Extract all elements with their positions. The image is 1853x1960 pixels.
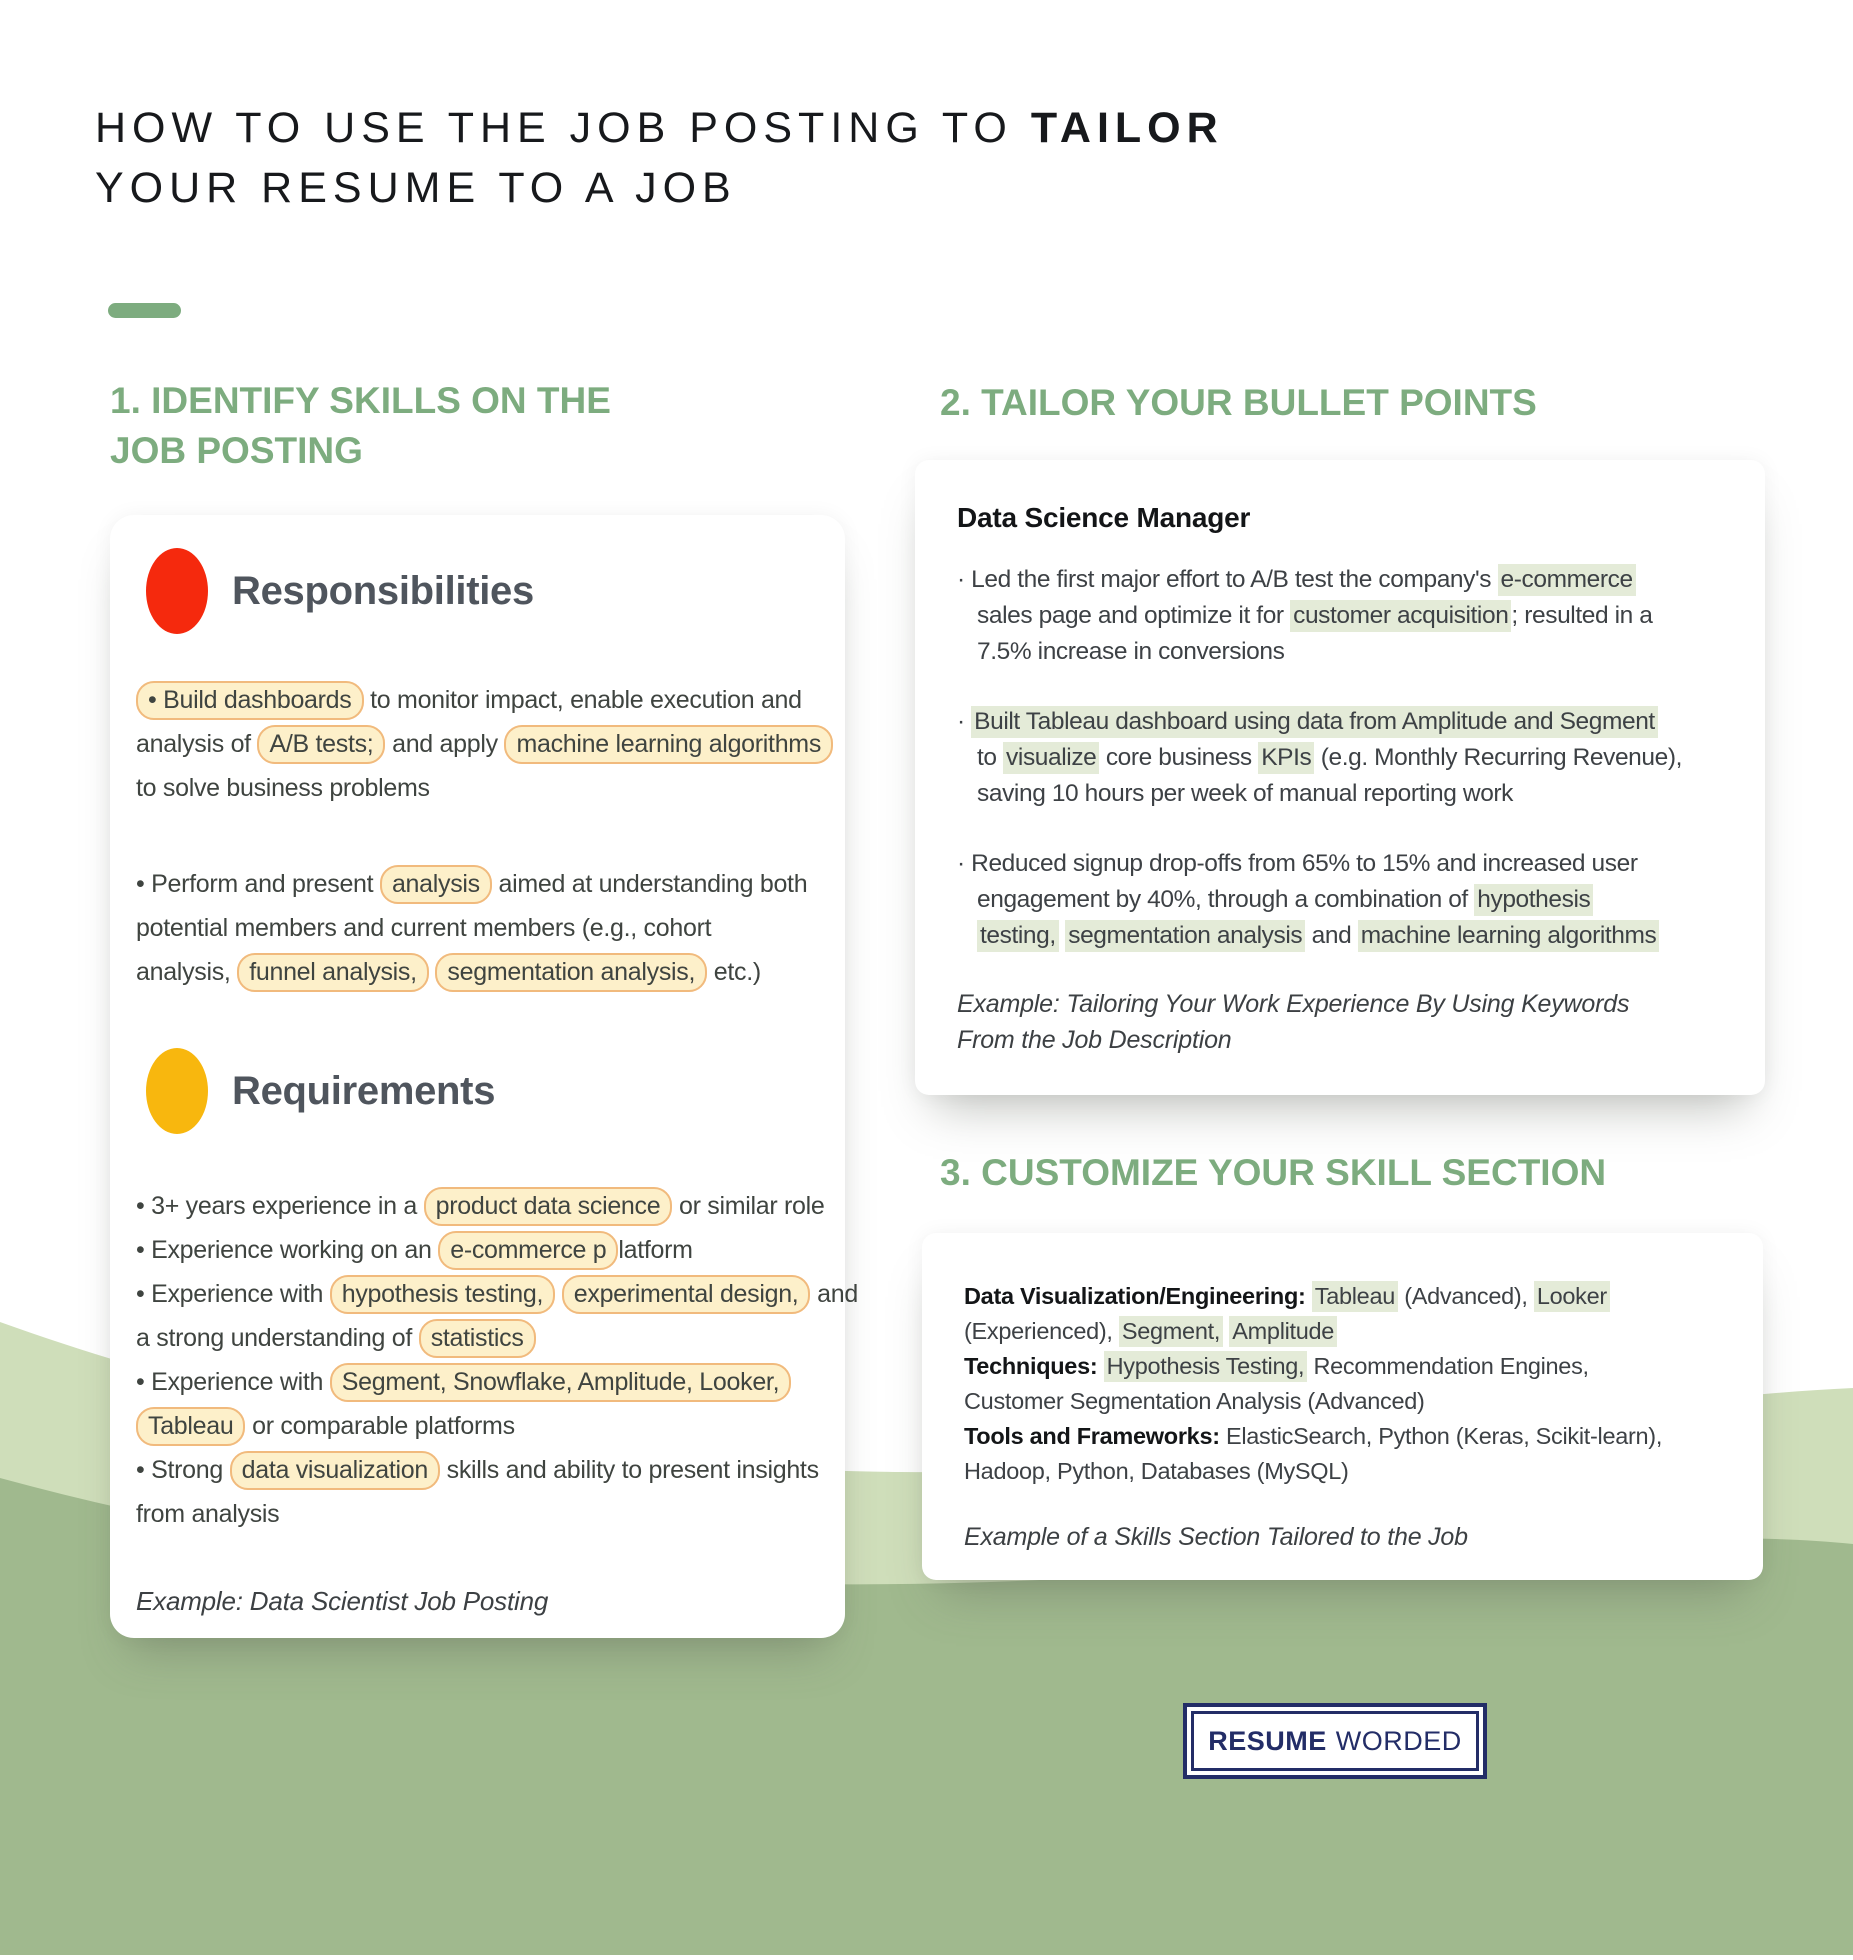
bullet-item — [136, 862, 821, 994]
highlighted-text: experimental design, — [562, 1275, 811, 1314]
text-line — [136, 722, 821, 766]
text-run: potential members and current members (e.g., cohort — [136, 914, 712, 942]
text-run: ; resulted in a — [1511, 602, 1653, 629]
yellow-circle-icon — [146, 1048, 208, 1134]
highlighted-text: KPIs — [1258, 742, 1314, 774]
text-line — [136, 1492, 821, 1536]
highlighted-text: product data science — [424, 1187, 673, 1226]
bullet-points-example-caption — [957, 986, 1729, 1058]
text-line — [964, 1349, 1727, 1384]
text-line — [957, 986, 1729, 1022]
responsibilities-bullets — [136, 678, 821, 994]
text-run: · — [957, 708, 972, 735]
page-title — [95, 98, 1224, 218]
resume-worded-logo — [1183, 1703, 1487, 1779]
highlighted-text: Segment, Snowflake, Amplitude, Looker, — [330, 1363, 791, 1402]
job-title: Data Science Manager — [957, 502, 1251, 533]
text-line — [136, 906, 821, 950]
text-line — [136, 1316, 821, 1360]
bullet-item — [957, 846, 1729, 954]
text-run: a strong understanding of — [136, 1324, 419, 1352]
text-run: to monitor impact, enable execution and — [363, 686, 802, 714]
text-line — [136, 766, 821, 810]
text-run: latform — [618, 1236, 693, 1264]
resume-worded-logo-inner — [1191, 1711, 1479, 1771]
bullet-item — [136, 1272, 858, 1360]
text-run: analysis of — [136, 730, 258, 758]
job-posting-card — [110, 515, 858, 1638]
highlighted-text: funnel analysis, — [237, 953, 429, 992]
text-run — [1097, 1353, 1103, 1379]
highlighted-text: Amplitude — [1229, 1316, 1337, 1347]
text-line — [957, 562, 1729, 598]
text-run: • 3+ years experience in a — [136, 1192, 424, 1220]
text-run: Example: Tailoring Your Work Experience By Using Keywords — [957, 990, 1630, 1018]
text-run: Hadoop, Python, Databases (MySQL) — [964, 1458, 1349, 1484]
bullet-item — [136, 678, 821, 810]
highlighted-text: Hypothesis Testing, — [1104, 1351, 1308, 1382]
text-line — [964, 1279, 1727, 1314]
text-run: Customer Segmentation Analysis (Advanced) — [964, 1388, 1425, 1414]
text-run — [1306, 1283, 1312, 1309]
text-run: or similar role — [672, 1192, 825, 1220]
highlighted-text: hypothesis testing, — [330, 1275, 555, 1314]
bullet-item — [136, 1360, 821, 1448]
highlighted-text: Built Tableau dashboard using data from Amplitude and Segment — [971, 706, 1658, 738]
text-run: to solve business problems — [136, 774, 430, 802]
text-run: from analysis — [136, 1500, 280, 1528]
text-run: (e.g. Monthly Recurring Revenue), — [1314, 744, 1683, 771]
bullet-item — [957, 704, 1729, 812]
highlighted-text: Tableau — [136, 1407, 245, 1446]
red-circle-icon — [146, 548, 208, 634]
text-run: Recommendation Engines, — [1307, 1353, 1589, 1379]
job-posting-example-caption: Example: Data Scientist Job Posting — [136, 1586, 549, 1616]
section1-heading: 1. IDENTIFY SKILLS ON THE JOB POSTING — [110, 380, 611, 471]
text-line — [136, 1360, 821, 1404]
text-line — [136, 1184, 825, 1228]
text-run: and — [810, 1280, 858, 1308]
text-run: Tools and Frameworks: — [964, 1423, 1220, 1449]
highlighted-text: • Build dashboards — [136, 681, 364, 720]
logo-text-regular: WORDED — [1335, 1725, 1462, 1756]
highlighted-text: segmentation analysis, — [435, 953, 707, 992]
text-run: sales page and optimize it for — [977, 602, 1291, 629]
text-line — [957, 1022, 1729, 1058]
highlighted-text: hypothesis — [1474, 884, 1593, 916]
text-run: engagement by 40%, through a combination of — [977, 886, 1475, 913]
text-run: etc.) — [707, 958, 761, 986]
highlighted-text: e-commerce p — [438, 1231, 618, 1270]
resume-bullets — [957, 562, 1729, 954]
text-line — [136, 1448, 821, 1492]
highlighted-text: Looker — [1534, 1281, 1610, 1312]
text-line — [957, 918, 1729, 954]
text-run: ElasticSearch, Python (Keras, Scikit-learn), — [1219, 1423, 1663, 1449]
text-run: and — [1305, 922, 1358, 949]
highlighted-text: A/B tests; — [257, 725, 385, 764]
bullet-item — [957, 562, 1729, 670]
text-line — [964, 1454, 1727, 1489]
requirements-header — [146, 1048, 821, 1134]
highlighted-text: Tableau — [1312, 1281, 1398, 1312]
text-run: • Strong — [136, 1456, 230, 1484]
text-line — [957, 846, 1729, 882]
text-run: • Perform and present — [136, 870, 380, 898]
text-line — [957, 634, 1729, 670]
bullet-item — [136, 1184, 825, 1228]
text-run: YOUR RESUME TO A JOB — [95, 164, 737, 212]
text-line — [957, 740, 1729, 776]
text-line — [957, 882, 1729, 918]
highlighted-text: testing, — [977, 920, 1059, 952]
text-line — [957, 776, 1729, 812]
text-line — [136, 1228, 821, 1272]
text-run: From the Job Description — [957, 1026, 1232, 1054]
text-run: 7.5% increase in conversions — [977, 638, 1285, 665]
highlighted-text: visualize — [1003, 742, 1099, 774]
requirements-bullets — [136, 1184, 858, 1536]
skills-section-card — [922, 1233, 1763, 1580]
text-run: (Experienced), — [964, 1318, 1119, 1344]
bullet-item — [136, 1228, 821, 1272]
highlighted-text: machine learning algorithms — [504, 725, 833, 764]
text-line — [957, 704, 1729, 740]
text-line — [136, 1272, 858, 1316]
section2-heading: 2. TAILOR YOUR BULLET POINTS — [940, 382, 1537, 423]
bullet-points-card — [915, 460, 1765, 1095]
text-line — [964, 1419, 1727, 1454]
highlighted-text: segmentation analysis — [1065, 920, 1305, 952]
text-line — [136, 950, 821, 994]
highlighted-text: Segment, — [1119, 1316, 1223, 1347]
text-run: and apply — [385, 730, 505, 758]
logo-text-bold: RESUME — [1208, 1725, 1327, 1756]
text-run: • Experience with — [136, 1368, 330, 1396]
page-title-line-1 — [95, 98, 1224, 158]
highlighted-text: data visualization — [230, 1451, 440, 1490]
text-run: Data Visualization/Engineering: — [964, 1283, 1306, 1309]
text-run: · Reduced signup drop-offs from 65% to 15% and increased user — [957, 850, 1638, 877]
skills-lines — [964, 1279, 1727, 1489]
text-run: core business — [1099, 744, 1259, 771]
skills-example-caption: Example of a Skills Section Tailored to the Job — [964, 1523, 1468, 1551]
page-title-line-2 — [95, 158, 1224, 218]
text-line — [957, 598, 1729, 634]
text-run: TAILOR — [1030, 104, 1224, 152]
text-run: Techniques: — [964, 1353, 1098, 1379]
text-run: • Experience with — [136, 1280, 330, 1308]
highlighted-text: analysis — [380, 865, 492, 904]
text-run: skills and ability to present insights — [440, 1456, 819, 1484]
text-line — [136, 678, 821, 722]
text-run: analysis, — [136, 958, 238, 986]
text-run: to — [977, 744, 1004, 771]
text-run: (Advanced), — [1398, 1283, 1534, 1309]
text-run: saving 10 hours per week of manual reporting work — [977, 780, 1514, 807]
text-run: aimed at understanding both — [491, 870, 808, 898]
text-run: HOW TO USE THE JOB POSTING TO — [95, 104, 1031, 152]
bullet-item — [136, 1448, 821, 1536]
highlighted-text: e-commerce — [1498, 564, 1636, 596]
accent-dash — [108, 303, 181, 318]
text-line — [136, 1404, 821, 1448]
highlighted-text: customer acquisition — [1290, 600, 1511, 632]
text-line — [136, 862, 821, 906]
text-run: · Led the first major effort to A/B test the company's — [957, 566, 1498, 593]
text-run: or comparable platforms — [245, 1412, 515, 1440]
highlighted-text: statistics — [419, 1319, 536, 1358]
text-run: • Experience working on an — [136, 1236, 439, 1264]
text-run — [555, 1280, 562, 1308]
text-line — [964, 1314, 1727, 1349]
requirements-title: Requirements — [232, 1068, 496, 1113]
highlighted-text: machine learning algorithms — [1358, 920, 1660, 952]
text-line — [964, 1384, 1727, 1419]
responsibilities-header — [146, 548, 821, 634]
responsibilities-title: Responsibilities — [232, 568, 534, 613]
section3-heading: 3. CUSTOMIZE YOUR SKILL SECTION — [940, 1152, 1607, 1193]
